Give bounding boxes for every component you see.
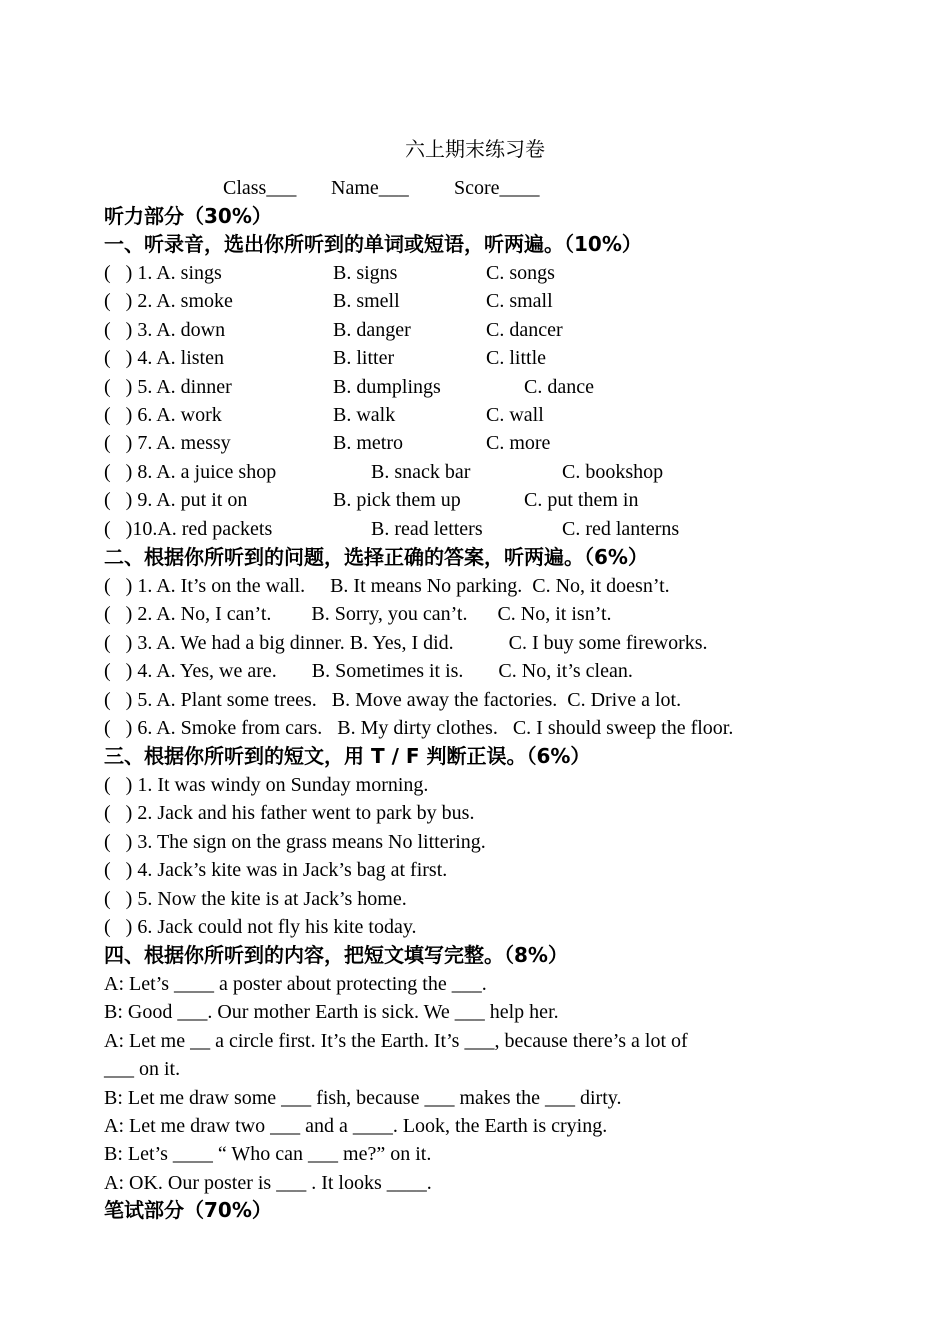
- section-4-header: 四、根据你所听到的内容，把短文填写完整。（8%）: [104, 943, 568, 967]
- option-b: B. danger: [333, 318, 411, 341]
- question-item: ( ) 2. A. smoke: [104, 290, 233, 313]
- dialogue-line: ___ on it.: [104, 1058, 181, 1081]
- option-b: B. dumplings: [333, 375, 441, 398]
- dialogue-line: B: Let’s ____ “ Who can ___ me?” on it.: [104, 1143, 432, 1166]
- dialogue-line: A: OK. Our poster is ___ . It looks ____.: [104, 1171, 432, 1194]
- option-b: B. smell: [333, 290, 400, 313]
- option-c: C. little: [486, 347, 546, 370]
- question-item: ( ) 3. A. We had a big dinner. B. Yes, I did. C. I buy some fireworks.: [104, 631, 708, 654]
- question-item: ( ) 3. A. down: [104, 318, 226, 341]
- option-c: C. put them in: [524, 489, 639, 512]
- option-b: B. walk: [333, 404, 396, 426]
- dialogue-line: B: Good ___. Our mother Earth is sick. We ___ help her.: [104, 1001, 559, 1024]
- question-item: ( ) 4. A. listen: [104, 347, 224, 370]
- listening-section-header: 听力部分（30%）: [104, 204, 272, 228]
- writing-section-header: 笔试部分（70%）: [104, 1198, 272, 1222]
- dialogue-line: A: Let me draw two ___ and a ____. Look, the Earth is crying.: [104, 1115, 608, 1137]
- dialogue-line: B: Let me draw some ___ fish, because ___ makes the ___ dirty.: [104, 1086, 622, 1109]
- option-c: C. wall: [486, 404, 544, 426]
- dialogue-line: A: Let’s ____ a poster about protecting the ___.: [104, 973, 487, 995]
- question-item: ( ) 2. A. No, I can’t. B. Sorry, you can’t. C. No, it isn’t.: [104, 603, 612, 626]
- option-c: C. bookshop: [562, 460, 664, 483]
- option-b: B. litter: [333, 347, 395, 370]
- option-c: C. small: [486, 290, 553, 313]
- option-c: C. dance: [524, 375, 594, 398]
- question-item: ( ) 6. Jack could not fly his kite today.: [104, 916, 417, 938]
- section-2-header: 二、根据你所听到的问题，选择正确的答案，听两遍。（6%）: [104, 545, 648, 569]
- question-item: ( ) 6. A. work: [104, 404, 222, 426]
- score-field: Score____: [454, 177, 540, 199]
- option-b: B. metro: [333, 432, 403, 455]
- dialogue-line: A: Let me __ a circle first. It’s the Earth. It’s ___, because there’s a lot of: [104, 1029, 688, 1052]
- name-field: Name___: [331, 177, 409, 199]
- question-item: ( ) 6. A. Smoke from cars. B. My dirty clothes. C. I should sweep the floor.: [104, 717, 734, 739]
- option-c: C. dancer: [486, 318, 563, 341]
- option-b: B. pick them up: [333, 489, 461, 512]
- question-item: ( ) 1. A. It’s on the wall. B. It means No parking. C. No, it doesn’t.: [104, 575, 670, 597]
- question-item: ( ) 5. A. Plant some trees. B. Move away the factories. C. Drive a lot.: [104, 688, 682, 711]
- question-item: ( )10.A. red packets: [104, 517, 273, 540]
- option-b: B. snack bar: [371, 460, 471, 483]
- option-c: C. songs: [486, 262, 555, 284]
- question-item: ( ) 4. A. Yes, we are. B. Sometimes it is. C. No, it’s clean.: [104, 660, 633, 683]
- question-item: ( ) 7. A. messy: [104, 432, 231, 455]
- option-c: C. red lanterns: [562, 517, 680, 540]
- question-item: ( ) 5. A. dinner: [104, 375, 232, 398]
- question-item: ( ) 3. The sign on the grass means No littering.: [104, 830, 486, 853]
- question-item: ( ) 8. A. a juice shop: [104, 460, 277, 483]
- class-field: Class___: [223, 177, 297, 199]
- question-item: ( ) 9. A. put it on: [104, 489, 248, 512]
- option-b: B. signs: [333, 262, 398, 284]
- question-item: ( ) 1. It was windy on Sunday morning.: [104, 774, 429, 796]
- question-item: ( ) 5. Now the kite is at Jack’s home.: [104, 887, 407, 910]
- page-title: 六上期末练习卷: [405, 137, 545, 161]
- question-item: ( ) 1. A. sings: [104, 262, 222, 284]
- question-item: ( ) 2. Jack and his father went to park by bus.: [104, 802, 475, 825]
- section-1-header: 一、听录音，选出你所听到的单词或短语，听两遍。（10%）: [104, 232, 642, 256]
- question-item: ( ) 4. Jack’s kite was in Jack’s bag at first.: [104, 859, 448, 882]
- option-c: C. more: [486, 432, 551, 455]
- section-3-header: 三、根据你所听到的短文，用 T / F 判断正误。（6%）: [104, 744, 591, 768]
- option-b: B. read letters: [371, 517, 483, 540]
